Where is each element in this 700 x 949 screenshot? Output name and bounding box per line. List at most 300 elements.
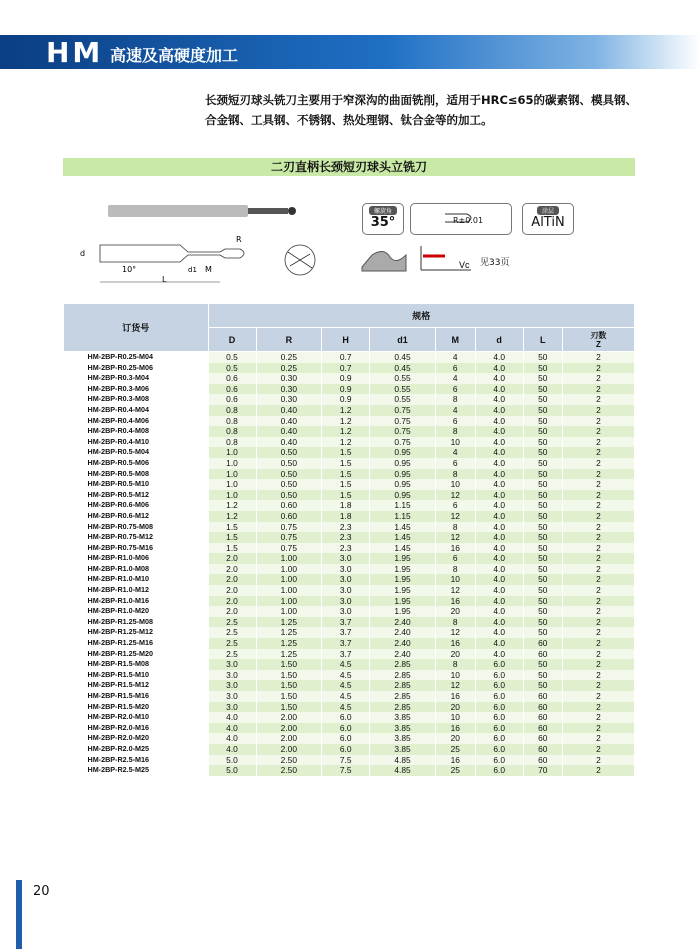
cell: 60 bbox=[523, 712, 562, 723]
order-code: HM-2BP-R0.5-M06 bbox=[64, 458, 209, 469]
cell: 10 bbox=[435, 670, 475, 681]
cell: 4 bbox=[435, 352, 475, 363]
cell: 4.0 bbox=[475, 522, 523, 533]
cell: 50 bbox=[523, 670, 562, 681]
cell: 0.7 bbox=[322, 352, 370, 363]
cell: 6.0 bbox=[475, 691, 523, 702]
cell: 1.25 bbox=[256, 649, 322, 660]
spec-table bbox=[63, 303, 635, 776]
cell: 50 bbox=[523, 479, 562, 490]
cell: 1.00 bbox=[256, 606, 322, 617]
cell: 60 bbox=[523, 755, 562, 766]
order-code: HM-2BP-R0.4-M06 bbox=[64, 416, 209, 427]
cell: 2 bbox=[562, 352, 634, 363]
order-code: HM-2BP-R0.75-M16 bbox=[64, 543, 209, 554]
dim-m: M bbox=[205, 265, 212, 274]
cell: 2 bbox=[562, 712, 634, 723]
cell: 3.0 bbox=[208, 659, 256, 670]
cell: 5.0 bbox=[208, 755, 256, 766]
order-code: HM-2BP-R0.3-M06 bbox=[64, 384, 209, 395]
cell: 1.2 bbox=[322, 416, 370, 427]
cell: 70 bbox=[523, 765, 562, 776]
cell: 2.00 bbox=[256, 723, 322, 734]
order-code: HM-2BP-R0.6-M06 bbox=[64, 500, 209, 511]
cell: 1.25 bbox=[256, 638, 322, 649]
cell: 8 bbox=[435, 659, 475, 670]
cell: 0.30 bbox=[256, 373, 322, 384]
cell: 4.85 bbox=[370, 755, 436, 766]
cell: 7.5 bbox=[322, 765, 370, 776]
cell: 4.0 bbox=[475, 627, 523, 638]
order-no-header: 订货号 bbox=[64, 304, 209, 352]
cell: 2.00 bbox=[256, 744, 322, 755]
cell: 2 bbox=[562, 373, 634, 384]
cell: 3.0 bbox=[322, 606, 370, 617]
column-header: L bbox=[523, 328, 562, 352]
cell: 3.85 bbox=[370, 733, 436, 744]
tolerance-badge bbox=[410, 203, 512, 235]
cell: 4.5 bbox=[322, 691, 370, 702]
table-row bbox=[64, 469, 635, 480]
cell: 3.0 bbox=[208, 702, 256, 713]
cell: 0.55 bbox=[370, 394, 436, 405]
page-edge-bar bbox=[16, 880, 22, 949]
cell: 6.0 bbox=[322, 712, 370, 723]
cell: 4.0 bbox=[475, 649, 523, 660]
cell: 2.3 bbox=[322, 543, 370, 554]
cell: 10 bbox=[435, 437, 475, 448]
cell: 3.7 bbox=[322, 627, 370, 638]
order-code: HM-2BP-R1.25-M12 bbox=[64, 627, 209, 638]
cell: 2 bbox=[562, 479, 634, 490]
cell: 50 bbox=[523, 564, 562, 575]
order-code: HM-2BP-R1.5-M08 bbox=[64, 659, 209, 670]
helix-label: 螺旋角 bbox=[369, 206, 397, 215]
cell: 50 bbox=[523, 680, 562, 691]
cell: 50 bbox=[523, 458, 562, 469]
cell: 6.0 bbox=[475, 723, 523, 734]
order-code: HM-2BP-R1.0-M20 bbox=[64, 606, 209, 617]
cell: 1.5 bbox=[208, 543, 256, 554]
cell: 6.0 bbox=[475, 680, 523, 691]
section-band bbox=[63, 158, 635, 176]
table-body bbox=[64, 352, 635, 776]
cell: 8 bbox=[435, 469, 475, 480]
cell: 4.0 bbox=[208, 723, 256, 734]
cell: 50 bbox=[523, 490, 562, 501]
table-row bbox=[64, 532, 635, 543]
table-row bbox=[64, 543, 635, 554]
order-code: HM-2BP-R0.3-M04 bbox=[64, 373, 209, 384]
cell: 7.5 bbox=[322, 755, 370, 766]
cell: 2.00 bbox=[256, 733, 322, 744]
cell: 1.15 bbox=[370, 500, 436, 511]
cell: 20 bbox=[435, 649, 475, 660]
cell: 8 bbox=[435, 564, 475, 575]
table-row bbox=[64, 670, 635, 681]
cell: 1.8 bbox=[322, 500, 370, 511]
table-row bbox=[64, 405, 635, 416]
cell: 2.5 bbox=[208, 638, 256, 649]
cell: 4.0 bbox=[475, 458, 523, 469]
order-code: HM-2BP-R1.0-M06 bbox=[64, 553, 209, 564]
order-code: HM-2BP-R0.5-M08 bbox=[64, 469, 209, 480]
order-code: HM-2BP-R0.25-M06 bbox=[64, 363, 209, 374]
cell: 50 bbox=[523, 543, 562, 554]
cell: 4.0 bbox=[208, 744, 256, 755]
cell: 6.0 bbox=[475, 670, 523, 681]
cell: 0.8 bbox=[208, 437, 256, 448]
cell: 0.95 bbox=[370, 458, 436, 469]
cell: 50 bbox=[523, 426, 562, 437]
cell: 0.9 bbox=[322, 373, 370, 384]
cell: 2 bbox=[562, 765, 634, 776]
order-code: HM-2BP-R2.0-M20 bbox=[64, 733, 209, 744]
cell: 3.7 bbox=[322, 638, 370, 649]
page-number: 20 bbox=[33, 884, 50, 899]
table-row bbox=[64, 479, 635, 490]
table-row bbox=[64, 394, 635, 405]
table-row bbox=[64, 627, 635, 638]
cell: 50 bbox=[523, 627, 562, 638]
cell: 2 bbox=[562, 458, 634, 469]
cell: 0.30 bbox=[256, 384, 322, 395]
cell: 1.25 bbox=[256, 627, 322, 638]
cell: 2 bbox=[562, 522, 634, 533]
order-code: HM-2BP-R2.5-M16 bbox=[64, 755, 209, 766]
cell: 12 bbox=[435, 680, 475, 691]
cell: 2.0 bbox=[208, 574, 256, 585]
cell: 6 bbox=[435, 363, 475, 374]
cell: 2 bbox=[562, 500, 634, 511]
cell: 50 bbox=[523, 469, 562, 480]
cell: 0.40 bbox=[256, 405, 322, 416]
cell: 2.3 bbox=[322, 532, 370, 543]
table-row bbox=[64, 437, 635, 448]
cell: 2 bbox=[562, 585, 634, 596]
cell: 0.75 bbox=[370, 426, 436, 437]
cell: 50 bbox=[523, 384, 562, 395]
cell: 1.0 bbox=[208, 479, 256, 490]
cell: 2.5 bbox=[208, 617, 256, 628]
cell: 3.0 bbox=[322, 574, 370, 585]
cell: 0.95 bbox=[370, 479, 436, 490]
flutes-header-symbol: Z bbox=[595, 339, 601, 349]
cell: 12 bbox=[435, 490, 475, 501]
cell: 0.25 bbox=[256, 352, 322, 363]
page-reference: 见33页 bbox=[480, 258, 510, 268]
cell: 4.0 bbox=[475, 416, 523, 427]
cell: 3.7 bbox=[322, 617, 370, 628]
cell: 0.95 bbox=[370, 447, 436, 458]
cell: 3.0 bbox=[322, 564, 370, 575]
cell: 2 bbox=[562, 638, 634, 649]
cell: 4.0 bbox=[475, 617, 523, 628]
cell: 12 bbox=[435, 511, 475, 522]
cell: 4.0 bbox=[208, 733, 256, 744]
header-bar bbox=[0, 35, 700, 69]
cell: 2 bbox=[562, 447, 634, 458]
cell: 2.85 bbox=[370, 670, 436, 681]
table-row bbox=[64, 765, 635, 776]
coating-label: 涂层 bbox=[537, 206, 559, 215]
cell: 4.0 bbox=[475, 511, 523, 522]
cell: 2 bbox=[562, 363, 634, 374]
cell: 4.0 bbox=[475, 352, 523, 363]
cell: 3.0 bbox=[208, 680, 256, 691]
cell: 1.5 bbox=[208, 532, 256, 543]
column-header: D bbox=[208, 328, 256, 352]
cell: 2 bbox=[562, 553, 634, 564]
cell: 4.0 bbox=[475, 596, 523, 607]
cell: 1.8 bbox=[322, 511, 370, 522]
cell: 8 bbox=[435, 426, 475, 437]
cell: 6 bbox=[435, 500, 475, 511]
dim-d: d bbox=[80, 249, 86, 258]
table-row bbox=[64, 447, 635, 458]
column-header: d1 bbox=[370, 328, 436, 352]
cell: 2 bbox=[562, 596, 634, 607]
cell: 2.5 bbox=[208, 627, 256, 638]
cell: 0.45 bbox=[370, 352, 436, 363]
flutes-header bbox=[562, 328, 634, 352]
cell: 2 bbox=[562, 416, 634, 427]
order-code: HM-2BP-R1.25-M20 bbox=[64, 649, 209, 660]
cell: 5.0 bbox=[208, 765, 256, 776]
table-row bbox=[64, 574, 635, 585]
table-row bbox=[64, 585, 635, 596]
cell: 2.40 bbox=[370, 627, 436, 638]
cell: 2 bbox=[562, 670, 634, 681]
cell: 16 bbox=[435, 755, 475, 766]
cell: 60 bbox=[523, 649, 562, 660]
cell: 3.85 bbox=[370, 744, 436, 755]
order-code: HM-2BP-R1.5-M16 bbox=[64, 691, 209, 702]
flutes-header-label: 刃数 bbox=[590, 330, 607, 340]
cell: 1.0 bbox=[208, 458, 256, 469]
cell: 50 bbox=[523, 511, 562, 522]
cell: 16 bbox=[435, 691, 475, 702]
cell: 1.00 bbox=[256, 596, 322, 607]
cell: 4.5 bbox=[322, 659, 370, 670]
cell: 2 bbox=[562, 564, 634, 575]
table-row bbox=[64, 426, 635, 437]
page-title: 高速及高硬度加工 bbox=[110, 46, 239, 65]
cell: 2 bbox=[562, 606, 634, 617]
table-row bbox=[64, 755, 635, 766]
cell: 1.95 bbox=[370, 596, 436, 607]
cell: 6.0 bbox=[322, 723, 370, 734]
cell: 2 bbox=[562, 691, 634, 702]
cell: 20 bbox=[435, 702, 475, 713]
cell: 4 bbox=[435, 373, 475, 384]
cell: 0.50 bbox=[256, 479, 322, 490]
coating-badge bbox=[522, 203, 574, 235]
cell: 50 bbox=[523, 553, 562, 564]
cell: 0.75 bbox=[370, 437, 436, 448]
cell: 2.40 bbox=[370, 617, 436, 628]
table-row bbox=[64, 564, 635, 575]
cell: 1.95 bbox=[370, 553, 436, 564]
table-row bbox=[64, 617, 635, 628]
tool-drawing bbox=[70, 190, 360, 290]
spec-header: 规格 bbox=[208, 304, 635, 328]
order-code: HM-2BP-R0.25-M04 bbox=[64, 352, 209, 363]
cell: 0.9 bbox=[322, 384, 370, 395]
cell: 1.95 bbox=[370, 585, 436, 596]
cell: 4.5 bbox=[322, 670, 370, 681]
intro-text: 长颈短刃球头铣刀主要用于窄深沟的曲面铣削，适用于HRC≤65的碳素钢、模具钢、合金钢、工具钢、不锈钢、热处理钢、钛合金等的加工。 bbox=[205, 93, 638, 127]
cell: 4.0 bbox=[475, 553, 523, 564]
cell: 60 bbox=[523, 744, 562, 755]
cell: 2 bbox=[562, 649, 634, 660]
cell: 2.85 bbox=[370, 659, 436, 670]
cell: 4.0 bbox=[475, 394, 523, 405]
cell: 2 bbox=[562, 384, 634, 395]
cell: 10 bbox=[435, 479, 475, 490]
cell: 1.50 bbox=[256, 659, 322, 670]
cell: 10 bbox=[435, 712, 475, 723]
cell: 16 bbox=[435, 723, 475, 734]
cell: 6.0 bbox=[322, 744, 370, 755]
cell: 2 bbox=[562, 723, 634, 734]
order-code: HM-2BP-R2.0-M16 bbox=[64, 723, 209, 734]
cell: 2.85 bbox=[370, 691, 436, 702]
cell: 2.00 bbox=[256, 712, 322, 723]
order-code: HM-2BP-R0.6-M12 bbox=[64, 511, 209, 522]
cell: 0.75 bbox=[256, 522, 322, 533]
cell: 1.45 bbox=[370, 532, 436, 543]
cell: 4.0 bbox=[475, 490, 523, 501]
cell: 2 bbox=[562, 680, 634, 691]
cell: 2 bbox=[562, 437, 634, 448]
table-row bbox=[64, 659, 635, 670]
cell: 60 bbox=[523, 691, 562, 702]
cell: 1.0 bbox=[208, 447, 256, 458]
cell: 20 bbox=[435, 606, 475, 617]
cell: 3.85 bbox=[370, 712, 436, 723]
table-row bbox=[64, 680, 635, 691]
order-code: HM-2BP-R1.0-M12 bbox=[64, 585, 209, 596]
cell: 1.95 bbox=[370, 564, 436, 575]
cell: 0.9 bbox=[322, 394, 370, 405]
cell: 2.0 bbox=[208, 596, 256, 607]
cell: 4.0 bbox=[475, 426, 523, 437]
cell: 3.0 bbox=[322, 553, 370, 564]
cell: 2.85 bbox=[370, 702, 436, 713]
cell: 50 bbox=[523, 606, 562, 617]
cell: 1.2 bbox=[322, 437, 370, 448]
cell: 0.50 bbox=[256, 490, 322, 501]
cell: 2.85 bbox=[370, 680, 436, 691]
column-header: R bbox=[256, 328, 322, 352]
table-row bbox=[64, 522, 635, 533]
cell: 1.25 bbox=[256, 617, 322, 628]
cell: 1.2 bbox=[208, 500, 256, 511]
cell: 2.3 bbox=[322, 522, 370, 533]
cell: 50 bbox=[523, 585, 562, 596]
cell: 2 bbox=[562, 543, 634, 554]
cell: 4.0 bbox=[208, 712, 256, 723]
table-row bbox=[64, 702, 635, 713]
order-code: HM-2BP-R1.25-M16 bbox=[64, 638, 209, 649]
order-code: HM-2BP-R0.5-M04 bbox=[64, 447, 209, 458]
cell: 2.0 bbox=[208, 553, 256, 564]
cell: 0.50 bbox=[256, 447, 322, 458]
cell: 0.8 bbox=[208, 405, 256, 416]
order-code: HM-2BP-R0.4-M04 bbox=[64, 405, 209, 416]
order-code: HM-2BP-R0.4-M10 bbox=[64, 437, 209, 448]
cell: 4.0 bbox=[475, 606, 523, 617]
cell: 4.0 bbox=[475, 638, 523, 649]
cell: 0.60 bbox=[256, 511, 322, 522]
column-header: M bbox=[435, 328, 475, 352]
cell: 0.75 bbox=[370, 416, 436, 427]
brand-mark: HM bbox=[46, 36, 104, 69]
cell: 4 bbox=[435, 405, 475, 416]
cell: 3.0 bbox=[208, 691, 256, 702]
cell: 4.85 bbox=[370, 765, 436, 776]
dim-d1: d1 bbox=[188, 266, 197, 274]
order-code: HM-2BP-R0.5-M12 bbox=[64, 490, 209, 501]
cell: 1.50 bbox=[256, 691, 322, 702]
cell: 2 bbox=[562, 405, 634, 416]
cell: 50 bbox=[523, 574, 562, 585]
order-code: HM-2BP-R2.0-M25 bbox=[64, 744, 209, 755]
cell: 0.5 bbox=[208, 363, 256, 374]
order-code: HM-2BP-R2.0-M10 bbox=[64, 712, 209, 723]
cell: 0.8 bbox=[208, 416, 256, 427]
cell: 0.50 bbox=[256, 458, 322, 469]
table-row bbox=[64, 744, 635, 755]
cell: 2 bbox=[562, 394, 634, 405]
table-row bbox=[64, 384, 635, 395]
table-row bbox=[64, 649, 635, 660]
cell: 4.5 bbox=[322, 702, 370, 713]
cell: 4 bbox=[435, 447, 475, 458]
table-row bbox=[64, 416, 635, 427]
cell: 4.0 bbox=[475, 564, 523, 575]
cell: 2 bbox=[562, 659, 634, 670]
cell: 0.75 bbox=[256, 543, 322, 554]
cell: 4.0 bbox=[475, 363, 523, 374]
cell: 2.5 bbox=[208, 649, 256, 660]
cell: 6 bbox=[435, 416, 475, 427]
cell: 50 bbox=[523, 522, 562, 533]
cell: 6.0 bbox=[475, 733, 523, 744]
order-code: HM-2BP-R0.75-M12 bbox=[64, 532, 209, 543]
cell: 50 bbox=[523, 405, 562, 416]
cell: 0.25 bbox=[256, 363, 322, 374]
cell: 6.0 bbox=[475, 702, 523, 713]
cell: 60 bbox=[523, 702, 562, 713]
cell: 4.0 bbox=[475, 532, 523, 543]
cell: 12 bbox=[435, 532, 475, 543]
cell: 4.0 bbox=[475, 585, 523, 596]
cell: 2.50 bbox=[256, 765, 322, 776]
cell: 1.5 bbox=[208, 522, 256, 533]
cell: 20 bbox=[435, 733, 475, 744]
cell: 50 bbox=[523, 352, 562, 363]
cell: 50 bbox=[523, 373, 562, 384]
cell: 50 bbox=[523, 437, 562, 448]
cell: 3.0 bbox=[208, 670, 256, 681]
cell: 0.5 bbox=[208, 352, 256, 363]
vc-label: Vc bbox=[459, 260, 470, 270]
cell: 1.2 bbox=[322, 405, 370, 416]
cell: 1.45 bbox=[370, 522, 436, 533]
helix-value: 35° bbox=[370, 215, 396, 230]
